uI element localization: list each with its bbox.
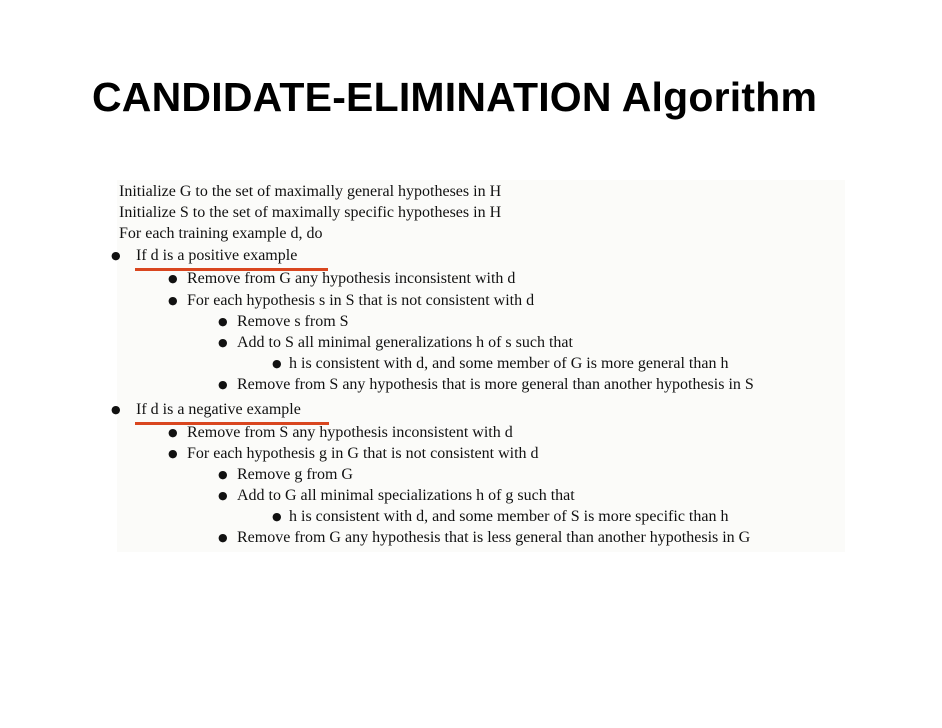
negative-condition: If d is a negative example bbox=[136, 401, 301, 418]
init-g-line: Initialize G to the set of maximally general hypotheses in H bbox=[119, 183, 502, 200]
bullet-icon: ● bbox=[218, 468, 228, 481]
init-s-line: Initialize S to the set of maximally specific hypotheses in H bbox=[119, 204, 502, 221]
positive-sub-prune: Remove from S any hypothesis that is more general than another hypothesis in S bbox=[237, 376, 754, 393]
negative-step-remove: Remove from S any hypothesis inconsistent with d bbox=[187, 424, 513, 441]
bullet-icon: ● bbox=[111, 403, 121, 416]
negative-step-foreach: For each hypothesis g in G that is not consistent with d bbox=[187, 445, 539, 462]
negative-sub-add: Add to G all minimal specializations h of g such that bbox=[237, 487, 575, 504]
negative-subsub: h is consistent with d, and some member of S is more specific than h bbox=[289, 508, 729, 525]
positive-condition: If d is a positive example bbox=[136, 247, 298, 264]
algorithm-block bbox=[111, 180, 845, 552]
bullet-icon: ● bbox=[218, 336, 228, 349]
bullet-icon: ● bbox=[218, 531, 228, 544]
bullet-icon: ● bbox=[168, 426, 178, 439]
bullet-icon: ● bbox=[168, 447, 178, 460]
bullet-icon: ● bbox=[111, 249, 121, 262]
bullet-icon: ● bbox=[218, 489, 228, 502]
bullet-icon: ● bbox=[272, 510, 282, 523]
positive-sub-remove: Remove s from S bbox=[237, 313, 349, 330]
bullet-icon: ● bbox=[218, 378, 228, 391]
loop-line: For each training example d, do bbox=[119, 225, 323, 242]
positive-step-remove: Remove from G any hypothesis inconsistent with d bbox=[187, 270, 516, 287]
bullet-icon: ● bbox=[168, 294, 178, 307]
bullet-icon: ● bbox=[168, 272, 178, 285]
negative-sub-prune: Remove from G any hypothesis that is less general than another hypothesis in G bbox=[237, 529, 751, 546]
positive-sub-add: Add to S all minimal generalizations h of s such that bbox=[237, 334, 573, 351]
positive-step-foreach: For each hypothesis s in S that is not consistent with d bbox=[187, 292, 535, 309]
slide-title: CANDIDATE-ELIMINATION Algorithm bbox=[92, 74, 818, 120]
positive-subsub: h is consistent with d, and some member of G is more general than h bbox=[289, 355, 729, 372]
negative-sub-remove: Remove g from G bbox=[237, 466, 353, 483]
bullet-icon: ● bbox=[272, 357, 282, 370]
bullet-icon: ● bbox=[218, 315, 228, 328]
